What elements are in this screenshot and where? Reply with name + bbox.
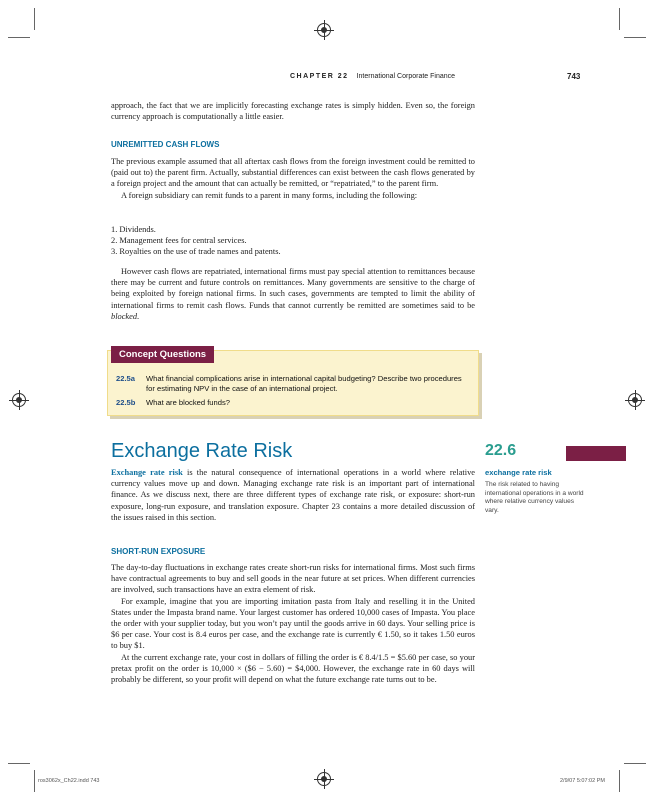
concept-question [116, 398, 468, 408]
section-number: 22.6 [485, 442, 517, 459]
unremitted-paragraph-1: The previous example assumed that all aftertax cash flows from the foreign investment could be remitted to (paid out to) the parent firm. Actually, substantial differences can exist between the cash flows generated by a foreign project and the amount that can actually be remitted, or “repatriated,” to the parent firm. [111, 157, 475, 189]
list-item: 3. Royalties on the use of trade names and patents. [111, 247, 281, 257]
footer-timestamp: 2/9/07 5:07:02 PM [560, 778, 605, 784]
registration-mark-icon [628, 393, 642, 407]
chapter-title: International Corporate Finance [356, 73, 456, 80]
margin-term: exchange rate risk [485, 468, 552, 477]
registration-mark-icon [317, 23, 331, 37]
question-text: What financial complications arise in international capital budgeting? Describe two procedures for estimating NPV in the case of an international project. [146, 374, 462, 393]
short-run-paragraph-3: At the current exchange rate, your cost in dollars of filling the order is € 8.4/1.5 = $5.60 per case, so your pretax profit on the order is 10,000 × ($6 − 5.60) = $4,000. However, the exchange rate in 60 days will probably be different, so your profit will depend on what the future exchange rate turns out to be. [111, 652, 475, 685]
list-item: 1. Dividends. [111, 225, 156, 234]
crop-mark [8, 37, 30, 38]
section-title: Exchange Rate Risk [111, 440, 293, 462]
key-term: Exchange rate risk [111, 468, 183, 477]
unremitted-paragraph-3: However cash flows are repatriated, international firms must pay special attention to remittances because there may be current and future controls on remittances. Many governments are sensitive to the charge of being exploited by foreign national firms. In such cases, governments are tempted to limit the ability of international firms to remit cash flows. Funds that cannot currently be remitted are sometimes said to be blocked. [111, 267, 475, 321]
question-text: What are blocked funds? [146, 398, 231, 407]
crop-mark [624, 763, 646, 764]
question-number: 22.5a [116, 374, 136, 383]
intro-paragraph: approach, the fact that we are implicitly forecasting exchange rates is simply hidden. Even so, the foreign currency approach is computationally a little easier. [111, 101, 475, 122]
unremitted-paragraph-2: A foreign subsidiary can remit funds to a parent in many forms, including the following: [121, 190, 418, 200]
crop-mark [34, 770, 35, 792]
running-header [290, 73, 455, 80]
question-number: 22.5b [116, 398, 136, 407]
remittance-forms-list [111, 224, 475, 258]
unremitted-heading: UNREMITTED CASH FLOWS [111, 140, 220, 149]
margin-definition: The risk related to having international operations in a world where relative currency values vary. [485, 481, 584, 514]
registration-mark-icon [317, 772, 331, 786]
short-run-heading: SHORT-RUN EXPOSURE [111, 547, 206, 556]
crop-mark [8, 763, 30, 764]
unremitted-body [111, 156, 475, 201]
crop-mark [619, 8, 620, 30]
footer-file-slug: ros3062x_Ch22.indd 743 [38, 778, 100, 784]
chapter-label: CHAPTER 22 [290, 73, 349, 80]
registration-mark-icon [12, 393, 26, 407]
concept-questions-title: Concept Questions [111, 346, 214, 363]
section-color-bar [566, 446, 626, 461]
list-item: 2. Management fees for central services. [111, 236, 247, 246]
crop-mark [624, 37, 646, 38]
concept-question [116, 374, 468, 394]
crop-mark [619, 770, 620, 792]
short-run-paragraph-1: The day-to-day fluctuations in exchange rates create short-run risks for international firms. Most such firms have contractual agreements to buy and sell goods in the near future at set prices. When different currencies are involved, such transactions have an extra element of risk. [111, 563, 475, 595]
blocked-term: blocked [111, 311, 138, 321]
short-run-paragraph-2: For example, imagine that you are importing imitation pasta from Italy and reselling it in the United States under the Impasta brand name. Your largest customer has ordered 10,000 cases of Impasta. You place the order with your supplier today, but you won’t pay until the goods arrive in 60 days. Your selling price is $6 per case. Your cost is 8.4 euros per case, and the exchange rate is currently € 1.50, so it takes 1.50 euros to buy $1. [111, 596, 475, 651]
short-run-body [111, 562, 475, 685]
crop-mark [34, 8, 35, 30]
section-lead-paragraph: Exchange rate risk is the natural consequence of international operations in a world where relative currency values move up and down. Managing exchange rate risk is an important part of international finance. As we discuss next, there are three different types of exchange rate risk, or exposure: short-run exposure, long-run exposure, and translation exposure. Chapter 23 contains a more detailed discussion of the issues raised in this section. [111, 468, 475, 522]
page-number: 743 [567, 72, 581, 81]
